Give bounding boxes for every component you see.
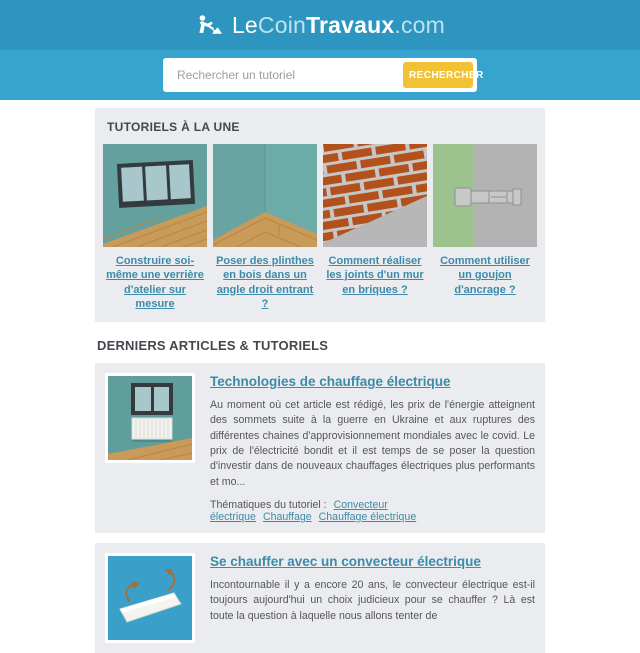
topics-label: Thématiques du tutoriel : xyxy=(210,499,327,512)
articles-heading: DERNIERS ARTICLES & TUTORIELS xyxy=(97,337,329,353)
article-title-link[interactable]: Technologies de chauffage électrique xyxy=(210,373,451,389)
featured-card-briques[interactable] xyxy=(323,144,427,312)
featured-link-verriere[interactable]: Construire soi-même une verrière d'atelier sur mesure xyxy=(106,255,204,310)
article-excerpt: Incontournable il y a encore 20 ans, le convecteur électrique est-il toujours aujourd'hui un choix judicieux pour se chauffer ? Là est toute la question à laquelle nous allons tenter de xyxy=(210,579,535,622)
article-body xyxy=(210,553,535,643)
search-input[interactable] xyxy=(175,67,389,83)
article-card-chauffage-electrique xyxy=(95,363,545,533)
article-excerpt: Au moment où cet article est rédigé, les prix de l'énergie atteignent des sommets suite à la guerre en Ukraine et aux ruptures des différentes chaines d'approvisionnement mondiales avec le covid. Le prix de l'électricité bondit et il est temps de se poser la question d'investir dans de nouveaux chauffages électriques plus performants et mo... xyxy=(210,398,535,488)
article-topics xyxy=(210,499,535,523)
radiator-room-thumbnail[interactable] xyxy=(105,373,195,463)
topic-link-chauffage[interactable]: Chauffage xyxy=(262,511,312,524)
workshop-glass-wall-illustration xyxy=(103,144,207,247)
electric-convector-thumbnail[interactable] xyxy=(105,553,195,643)
anchor-bolt-illustration xyxy=(433,144,537,247)
search-button[interactable]: RECHERCHER xyxy=(403,62,473,88)
featured-cards-row xyxy=(103,144,537,312)
featured-link-briques[interactable]: Comment réaliser les joints d'un mur en briques ? xyxy=(326,255,424,296)
search-band xyxy=(0,50,640,100)
brick-wall-illustration xyxy=(323,144,427,247)
article-body xyxy=(210,373,535,523)
article-title-link[interactable]: Se chauffer avec un convecteur électrique xyxy=(210,554,481,570)
featured-card-plinthes[interactable] xyxy=(213,144,317,312)
search-form xyxy=(163,58,484,92)
worker-digging-icon xyxy=(195,13,223,37)
site-logo[interactable] xyxy=(195,12,445,39)
featured-link-goujon[interactable]: Comment utiliser un goujon d'ancrage ? xyxy=(440,255,530,296)
featured-card-verriere[interactable] xyxy=(103,144,207,312)
article-card-convecteur xyxy=(95,543,545,653)
featured-heading: TUTORIELS À LA UNE xyxy=(107,120,240,134)
topic-link-chauffage-electrique[interactable]: Chauffage électrique xyxy=(318,511,417,524)
room-corner-wood-floor-illustration xyxy=(213,144,317,247)
featured-card-goujon[interactable] xyxy=(433,144,537,312)
logo-text: LeCoinTravaux.com xyxy=(231,11,446,38)
featured-link-plinthes[interactable]: Poser des plinthes en bois dans un angle droit entrant ? xyxy=(216,255,314,310)
featured-tutorials-panel xyxy=(95,108,545,322)
site-header xyxy=(0,0,640,50)
topic-link-convecteur-electrique[interactable]: Convecteur électrique xyxy=(210,499,388,524)
